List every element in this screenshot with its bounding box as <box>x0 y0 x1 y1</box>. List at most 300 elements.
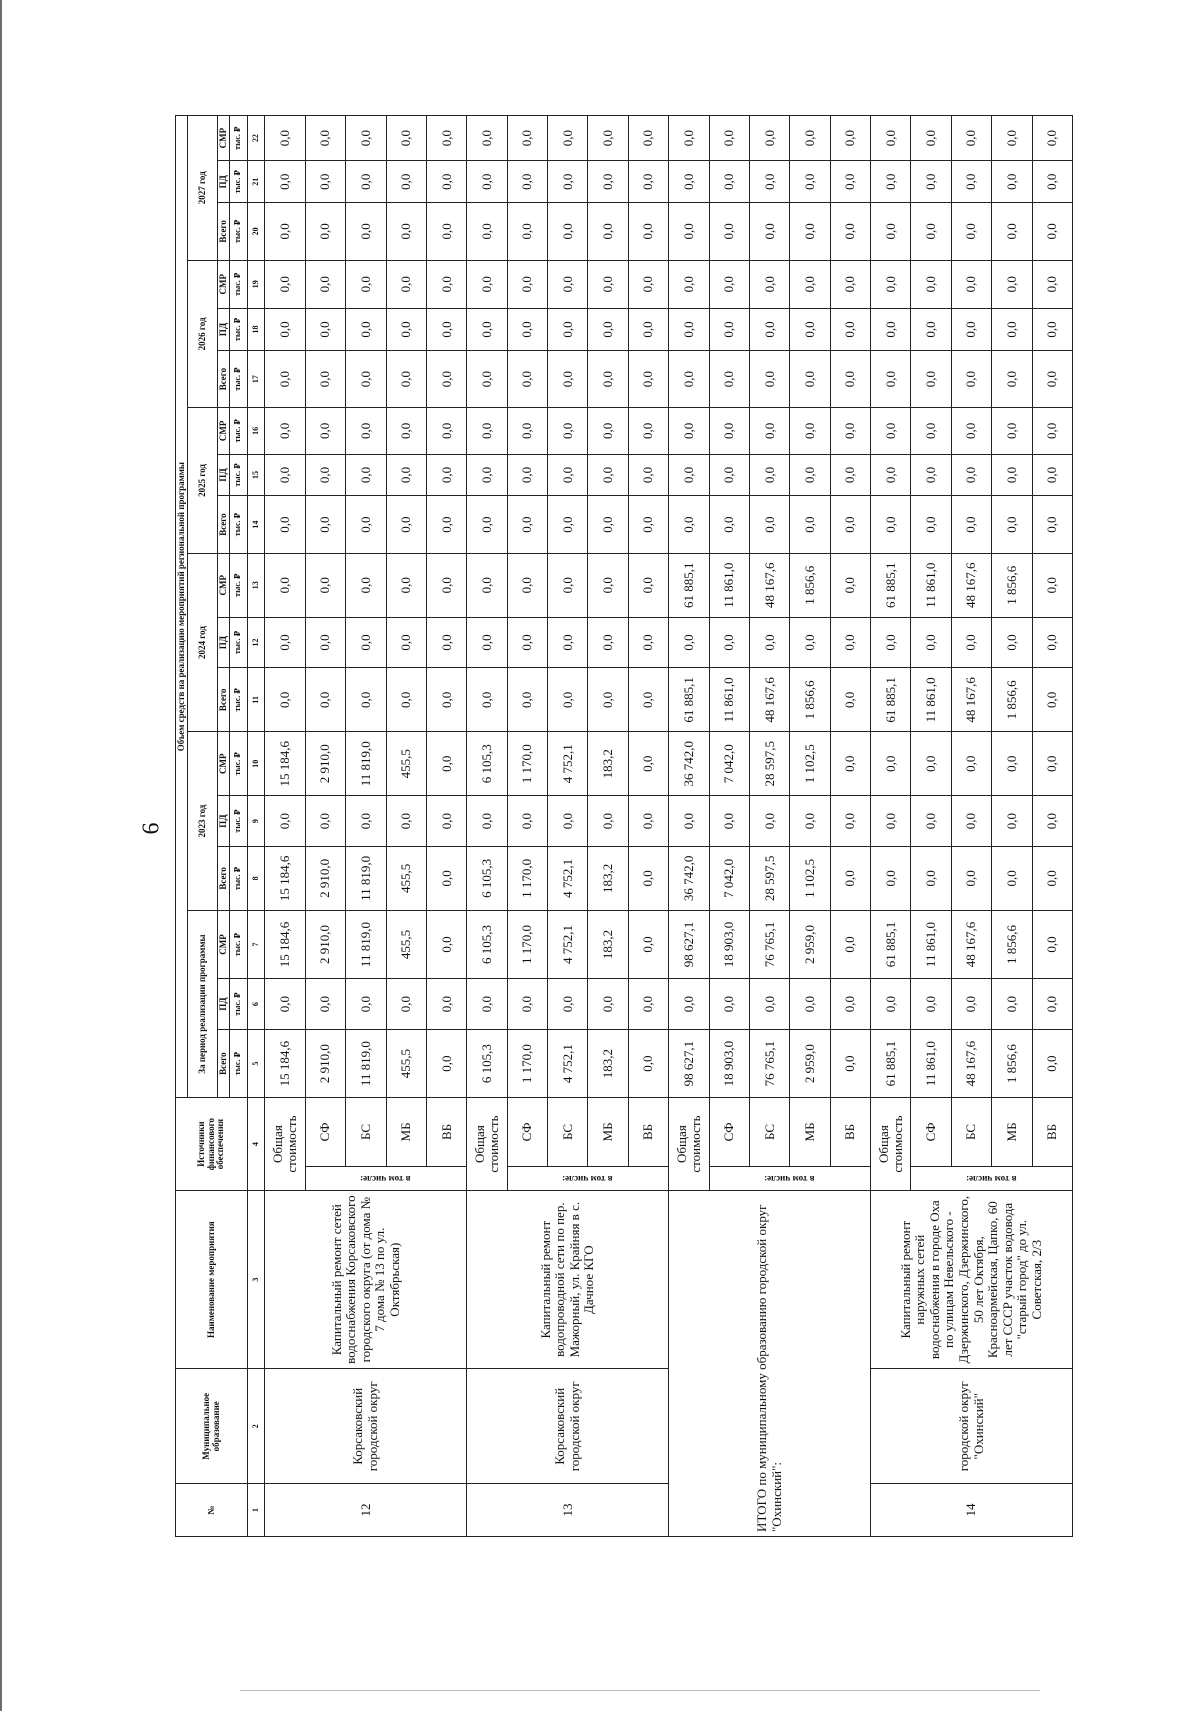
amount-cell: 0,0 <box>265 161 305 203</box>
header-pd: ПД <box>218 979 230 1030</box>
header-unit: тыс. ₽ <box>230 116 248 161</box>
amount-cell: 0,0 <box>265 309 305 351</box>
amount-cell: 0,0 <box>830 979 870 1030</box>
amount-cell: 0,0 <box>507 979 547 1030</box>
amount-cell: 0,0 <box>992 796 1032 847</box>
source-type: ВБ <box>1032 1098 1072 1166</box>
amount-cell: 1 170,0 <box>507 1029 547 1097</box>
amount-cell: 2 910,0 <box>305 1029 345 1097</box>
total-label: ИТОГО по муниципальному образованию городской округ "Охинский": <box>669 1190 871 1536</box>
amount-cell: 0,0 <box>588 617 628 668</box>
amount-cell: 0,0 <box>790 350 830 407</box>
amount-cell: 18 903,0 <box>709 910 749 978</box>
amount-cell: 0,0 <box>992 979 1032 1030</box>
amount-cell: 0,0 <box>669 454 709 496</box>
amount-cell: 0,0 <box>467 408 507 454</box>
column-number: 3 <box>248 1190 265 1369</box>
amount-cell: 0,0 <box>669 979 709 1030</box>
amount-cell: 0,0 <box>628 553 668 617</box>
amount-cell: 0,0 <box>749 260 789 309</box>
header-unit: тыс. ₽ <box>230 161 248 203</box>
amount-cell: 15 184,6 <box>265 732 305 796</box>
amount-cell: 0,0 <box>790 496 830 553</box>
amount-cell: 0,0 <box>265 116 305 161</box>
amount-cell: 0,0 <box>992 732 1032 796</box>
amount-cell: 0,0 <box>548 668 588 732</box>
header-unit: тыс. ₽ <box>230 408 248 454</box>
amount-cell: 6 105,3 <box>467 1029 507 1097</box>
amount-cell: 0,0 <box>305 668 345 732</box>
amount-cell: 0,0 <box>830 161 870 203</box>
amount-cell: 1 856,6 <box>790 553 830 617</box>
amount-cell: 0,0 <box>426 116 466 161</box>
header-smr: СМР <box>218 260 230 309</box>
amount-cell: 7 042,0 <box>709 732 749 796</box>
amount-cell: 0,0 <box>265 796 305 847</box>
amount-cell: 183,2 <box>588 846 628 910</box>
bottom-rule <box>240 1690 1040 1691</box>
amount-cell: 0,0 <box>467 161 507 203</box>
amount-cell: 0,0 <box>265 617 305 668</box>
amount-cell: 11 819,0 <box>346 846 386 910</box>
amount-cell: 0,0 <box>830 846 870 910</box>
amount-cell: 0,0 <box>265 408 305 454</box>
header-vsego: Всего <box>218 496 230 553</box>
amount-cell: 0,0 <box>992 309 1032 351</box>
amount-cell: 0,0 <box>507 668 547 732</box>
amount-cell: 0,0 <box>951 203 991 260</box>
amount-cell: 1 102,5 <box>790 732 830 796</box>
header-pd: ПД <box>218 454 230 496</box>
amount-cell: 0,0 <box>1032 454 1072 496</box>
amount-cell: 0,0 <box>265 203 305 260</box>
amount-cell: 0,0 <box>830 309 870 351</box>
amount-cell: 61 885,1 <box>669 668 709 732</box>
column-number: 12 <box>248 617 265 668</box>
amount-cell: 0,0 <box>467 796 507 847</box>
amount-cell: 0,0 <box>749 350 789 407</box>
amount-cell: 183,2 <box>588 1029 628 1097</box>
amount-cell: 0,0 <box>871 408 911 454</box>
amount-cell: 0,0 <box>265 553 305 617</box>
amount-cell: 0,0 <box>305 617 345 668</box>
event-name: Капитальный ремонт водопроводной сети по пер. Мажорный, ул. Крайняя в с. Дачное КГО <box>467 1190 669 1369</box>
amount-cell: 455,5 <box>386 846 426 910</box>
amount-cell: 0,0 <box>709 979 749 1030</box>
amount-cell: 0,0 <box>305 309 345 351</box>
amount-cell: 15 184,6 <box>265 1029 305 1097</box>
amount-cell: 0,0 <box>346 116 386 161</box>
amount-cell: 0,0 <box>1032 116 1072 161</box>
amount-cell: 0,0 <box>305 553 345 617</box>
amount-cell: 0,0 <box>911 846 951 910</box>
amount-cell: 0,0 <box>467 309 507 351</box>
header-source: Источники финансового обеспечения <box>176 1098 248 1191</box>
amount-cell: 0,0 <box>467 617 507 668</box>
amount-cell: 0,0 <box>426 846 466 910</box>
column-numbers-row <box>248 116 265 1537</box>
amount-cell: 28 597,5 <box>749 846 789 910</box>
column-number: 16 <box>248 408 265 454</box>
header-pd: ПД <box>218 617 230 668</box>
amount-cell: 2 959,0 <box>790 1029 830 1097</box>
amount-cell: 0,0 <box>951 260 991 309</box>
amount-cell: 0,0 <box>871 454 911 496</box>
amount-cell: 61 885,1 <box>669 553 709 617</box>
amount-cell: 0,0 <box>386 116 426 161</box>
amount-cell: 0,0 <box>548 454 588 496</box>
source-total: Общая стоимость <box>467 1098 507 1191</box>
amount-cell: 0,0 <box>426 553 466 617</box>
amount-cell: 0,0 <box>346 979 386 1030</box>
amount-cell: 0,0 <box>911 309 951 351</box>
amount-cell: 0,0 <box>709 161 749 203</box>
amount-cell: 0,0 <box>709 116 749 161</box>
amount-cell: 0,0 <box>871 846 911 910</box>
amount-cell: 0,0 <box>386 617 426 668</box>
amount-cell: 0,0 <box>749 116 789 161</box>
amount-cell: 0,0 <box>951 309 991 351</box>
amount-cell: 0,0 <box>1032 846 1072 910</box>
amount-cell: 0,0 <box>467 116 507 161</box>
amount-cell: 0,0 <box>346 496 386 553</box>
amount-cell: 0,0 <box>628 203 668 260</box>
column-number: 5 <box>248 1029 265 1097</box>
amount-cell: 0,0 <box>426 350 466 407</box>
amount-cell: 0,0 <box>871 496 911 553</box>
amount-cell: 0,0 <box>507 350 547 407</box>
amount-cell: 0,0 <box>709 617 749 668</box>
amount-cell: 1 856,6 <box>992 668 1032 732</box>
amount-cell: 18 903,0 <box>709 1029 749 1097</box>
amount-cell: 61 885,1 <box>871 668 911 732</box>
amount-cell: 0,0 <box>1032 979 1072 1030</box>
header-unit: тыс. ₽ <box>230 203 248 260</box>
amount-cell: 0,0 <box>346 309 386 351</box>
amount-cell: 36 742,0 <box>669 732 709 796</box>
amount-cell: 183,2 <box>588 732 628 796</box>
header-year: 2024 год <box>188 553 218 732</box>
amount-cell: 0,0 <box>265 454 305 496</box>
amount-cell: 0,0 <box>830 496 870 553</box>
amount-cell: 4 752,1 <box>548 732 588 796</box>
amount-cell: 0,0 <box>911 617 951 668</box>
amount-cell: 0,0 <box>992 496 1032 553</box>
table-row <box>669 116 709 1537</box>
amount-cell: 2 910,0 <box>305 910 345 978</box>
amount-cell: 0,0 <box>992 454 1032 496</box>
source-type: ВБ <box>426 1098 466 1166</box>
amount-cell: 0,0 <box>426 203 466 260</box>
header-unit: тыс. ₽ <box>230 1029 248 1097</box>
amount-cell: 15 184,6 <box>265 846 305 910</box>
amount-cell: 0,0 <box>1032 309 1072 351</box>
amount-cell: 0,0 <box>548 350 588 407</box>
column-number: 4 <box>248 1098 265 1191</box>
column-number: 19 <box>248 260 265 309</box>
source-type: БС <box>548 1098 588 1166</box>
amount-cell: 0,0 <box>871 203 911 260</box>
amount-cell: 0,0 <box>992 116 1032 161</box>
amount-cell: 0,0 <box>628 732 668 796</box>
amount-cell: 0,0 <box>951 350 991 407</box>
amount-cell: 11 819,0 <box>346 910 386 978</box>
amount-cell: 0,0 <box>548 553 588 617</box>
amount-cell: 0,0 <box>588 496 628 553</box>
header-unit: тыс. ₽ <box>230 910 248 978</box>
header-unit: тыс. ₽ <box>230 454 248 496</box>
amount-cell: 0,0 <box>386 979 426 1030</box>
header-year: 2026 год <box>188 260 218 408</box>
amount-cell: 0,0 <box>1032 796 1072 847</box>
amount-cell: 0,0 <box>386 309 426 351</box>
source-type: МБ <box>992 1098 1032 1166</box>
amount-cell: 0,0 <box>346 617 386 668</box>
amount-cell: 48 167,6 <box>749 553 789 617</box>
amount-cell: 0,0 <box>669 161 709 203</box>
amount-cell: 0,0 <box>386 553 426 617</box>
amount-cell: 1 856,6 <box>992 553 1032 617</box>
header-year: 2025 год <box>188 408 218 554</box>
amount-cell: 0,0 <box>426 668 466 732</box>
amount-cell: 4 752,1 <box>548 910 588 978</box>
amount-cell: 0,0 <box>749 617 789 668</box>
amount-cell: 76 765,1 <box>749 1029 789 1097</box>
amount-cell: 0,0 <box>588 116 628 161</box>
amount-cell: 0,0 <box>669 496 709 553</box>
source-type: СФ <box>911 1098 951 1166</box>
header-unit: тыс. ₽ <box>230 668 248 732</box>
amount-cell: 0,0 <box>1032 203 1072 260</box>
amount-cell: 0,0 <box>871 309 911 351</box>
amount-cell: 0,0 <box>992 617 1032 668</box>
header-unit: тыс. ₽ <box>230 260 248 309</box>
amount-cell: 0,0 <box>548 617 588 668</box>
amount-cell: 0,0 <box>507 408 547 454</box>
amount-cell: 0,0 <box>1032 1029 1072 1097</box>
amount-cell: 48 167,6 <box>749 668 789 732</box>
amount-cell: 0,0 <box>790 979 830 1030</box>
amount-cell: 0,0 <box>346 668 386 732</box>
amount-cell: 0,0 <box>346 350 386 407</box>
amount-cell: 0,0 <box>305 454 345 496</box>
amount-cell: 0,0 <box>992 203 1032 260</box>
amount-cell: 0,0 <box>588 408 628 454</box>
amount-cell: 0,0 <box>830 454 870 496</box>
amount-cell: 11 861,0 <box>911 910 951 978</box>
amount-cell: 4 752,1 <box>548 1029 588 1097</box>
column-number: 18 <box>248 309 265 351</box>
amount-cell: 0,0 <box>346 553 386 617</box>
amount-cell: 0,0 <box>1032 553 1072 617</box>
amount-cell: 0,0 <box>548 116 588 161</box>
amount-cell: 28 597,5 <box>749 732 789 796</box>
amount-cell: 0,0 <box>305 979 345 1030</box>
amount-cell: 0,0 <box>790 116 830 161</box>
amount-cell: 0,0 <box>426 796 466 847</box>
amount-cell: 0,0 <box>669 260 709 309</box>
amount-cell: 1 170,0 <box>507 846 547 910</box>
amount-cell: 0,0 <box>830 732 870 796</box>
amount-cell: 0,0 <box>830 1029 870 1097</box>
amount-cell: 0,0 <box>305 496 345 553</box>
amount-cell: 0,0 <box>628 260 668 309</box>
amount-cell: 0,0 <box>346 260 386 309</box>
header-funds: Объем средств на реализацию мероприятий региональной программы <box>176 116 188 1098</box>
amount-cell: 0,0 <box>265 260 305 309</box>
header-vsego: Всего <box>218 1029 230 1097</box>
row-number: 13 <box>467 1484 669 1537</box>
amount-cell: 0,0 <box>790 617 830 668</box>
amount-cell: 0,0 <box>790 260 830 309</box>
amount-cell: 0,0 <box>426 309 466 351</box>
column-number: 9 <box>248 796 265 847</box>
amount-cell: 1 170,0 <box>507 910 547 978</box>
amount-cell: 0,0 <box>265 496 305 553</box>
amount-cell: 0,0 <box>830 350 870 407</box>
amount-cell: 0,0 <box>426 408 466 454</box>
source-total: Общая стоимость <box>871 1098 911 1191</box>
source-type: БС <box>749 1098 789 1166</box>
amount-cell: 0,0 <box>628 309 668 351</box>
amount-cell: 0,0 <box>467 203 507 260</box>
amount-cell: 0,0 <box>992 260 1032 309</box>
amount-cell: 0,0 <box>426 454 466 496</box>
amount-cell: 0,0 <box>426 496 466 553</box>
amount-cell: 0,0 <box>467 350 507 407</box>
amount-cell: 0,0 <box>669 350 709 407</box>
page-number: 6 <box>138 822 165 835</box>
amount-cell: 0,0 <box>265 979 305 1030</box>
amount-cell: 0,0 <box>467 553 507 617</box>
amount-cell: 0,0 <box>709 408 749 454</box>
amount-cell: 11 861,0 <box>709 668 749 732</box>
amount-cell: 0,0 <box>749 309 789 351</box>
amount-cell: 0,0 <box>507 454 547 496</box>
amount-cell: 0,0 <box>830 260 870 309</box>
amount-cell: 0,0 <box>507 496 547 553</box>
amount-cell: 0,0 <box>507 161 547 203</box>
amount-cell: 0,0 <box>790 408 830 454</box>
amount-cell: 0,0 <box>548 496 588 553</box>
amount-cell: 0,0 <box>749 408 789 454</box>
amount-cell: 0,0 <box>749 203 789 260</box>
amount-cell: 0,0 <box>1032 350 1072 407</box>
amount-cell: 0,0 <box>386 496 426 553</box>
header-year: 2023 год <box>188 732 218 911</box>
amount-cell: 98 627,1 <box>669 910 709 978</box>
amount-cell: 0,0 <box>749 496 789 553</box>
source-total: Общая стоимость <box>265 1098 305 1191</box>
amount-cell: 0,0 <box>305 203 345 260</box>
amount-cell: 0,0 <box>507 203 547 260</box>
header-vsego: Всего <box>218 203 230 260</box>
amount-cell: 2 910,0 <box>305 846 345 910</box>
amount-cell: 1 170,0 <box>507 732 547 796</box>
amount-cell: 0,0 <box>426 732 466 796</box>
amount-cell: 0,0 <box>951 732 991 796</box>
amount-cell: 0,0 <box>790 309 830 351</box>
amount-cell: 0,0 <box>588 309 628 351</box>
amount-cell: 0,0 <box>628 408 668 454</box>
header-period-total: За период реализации программы <box>188 910 218 1097</box>
amount-cell: 0,0 <box>467 979 507 1030</box>
header-unit: тыс. ₽ <box>230 979 248 1030</box>
amount-cell: 0,0 <box>830 553 870 617</box>
amount-cell: 0,0 <box>548 309 588 351</box>
amount-cell: 0,0 <box>911 161 951 203</box>
column-number: 2 <box>248 1369 265 1484</box>
amount-cell: 0,0 <box>871 350 911 407</box>
including-label: в том числе: <box>911 1166 1073 1190</box>
column-number: 14 <box>248 496 265 553</box>
amount-cell: 0,0 <box>992 408 1032 454</box>
amount-cell: 0,0 <box>386 350 426 407</box>
amount-cell: 0,0 <box>588 796 628 847</box>
amount-cell: 0,0 <box>507 260 547 309</box>
amount-cell: 0,0 <box>588 454 628 496</box>
amount-cell: 0,0 <box>548 161 588 203</box>
amount-cell: 0,0 <box>588 979 628 1030</box>
source-type: СФ <box>507 1098 547 1166</box>
amount-cell: 0,0 <box>1032 496 1072 553</box>
amount-cell: 0,0 <box>1032 668 1072 732</box>
amount-cell: 0,0 <box>628 1029 668 1097</box>
amount-cell: 0,0 <box>830 203 870 260</box>
header-smr: СМР <box>218 116 230 161</box>
amount-cell: 0,0 <box>628 454 668 496</box>
amount-cell: 0,0 <box>588 161 628 203</box>
source-type: ВБ <box>628 1098 668 1166</box>
funding-table <box>175 115 1073 1537</box>
amount-cell: 0,0 <box>871 260 911 309</box>
amount-cell: 0,0 <box>992 161 1032 203</box>
amount-cell: 0,0 <box>951 408 991 454</box>
amount-cell: 0,0 <box>1032 161 1072 203</box>
amount-cell: 48 167,6 <box>951 553 991 617</box>
amount-cell: 0,0 <box>951 454 991 496</box>
amount-cell: 7 042,0 <box>709 846 749 910</box>
amount-cell: 0,0 <box>911 260 951 309</box>
amount-cell: 0,0 <box>709 454 749 496</box>
header-no: № <box>176 1484 248 1537</box>
amount-cell: 61 885,1 <box>871 553 911 617</box>
amount-cell: 0,0 <box>548 979 588 1030</box>
amount-cell: 0,0 <box>386 454 426 496</box>
amount-cell: 0,0 <box>386 260 426 309</box>
amount-cell: 0,0 <box>305 350 345 407</box>
amount-cell: 0,0 <box>386 668 426 732</box>
amount-cell: 0,0 <box>992 846 1032 910</box>
header-unit: тыс. ₽ <box>230 617 248 668</box>
amount-cell: 11 861,0 <box>911 668 951 732</box>
amount-cell: 48 167,6 <box>951 1029 991 1097</box>
amount-cell: 0,0 <box>346 454 386 496</box>
amount-cell: 0,0 <box>830 617 870 668</box>
amount-cell: 48 167,6 <box>951 910 991 978</box>
amount-cell: 0,0 <box>871 732 911 796</box>
amount-cell: 0,0 <box>548 796 588 847</box>
amount-cell: 0,0 <box>709 309 749 351</box>
source-type: МБ <box>588 1098 628 1166</box>
amount-cell: 0,0 <box>911 732 951 796</box>
amount-cell: 0,0 <box>830 116 870 161</box>
amount-cell: 61 885,1 <box>871 1029 911 1097</box>
column-number: 7 <box>248 910 265 978</box>
column-number: 17 <box>248 350 265 407</box>
amount-cell: 0,0 <box>507 116 547 161</box>
amount-cell: 0,0 <box>1032 260 1072 309</box>
